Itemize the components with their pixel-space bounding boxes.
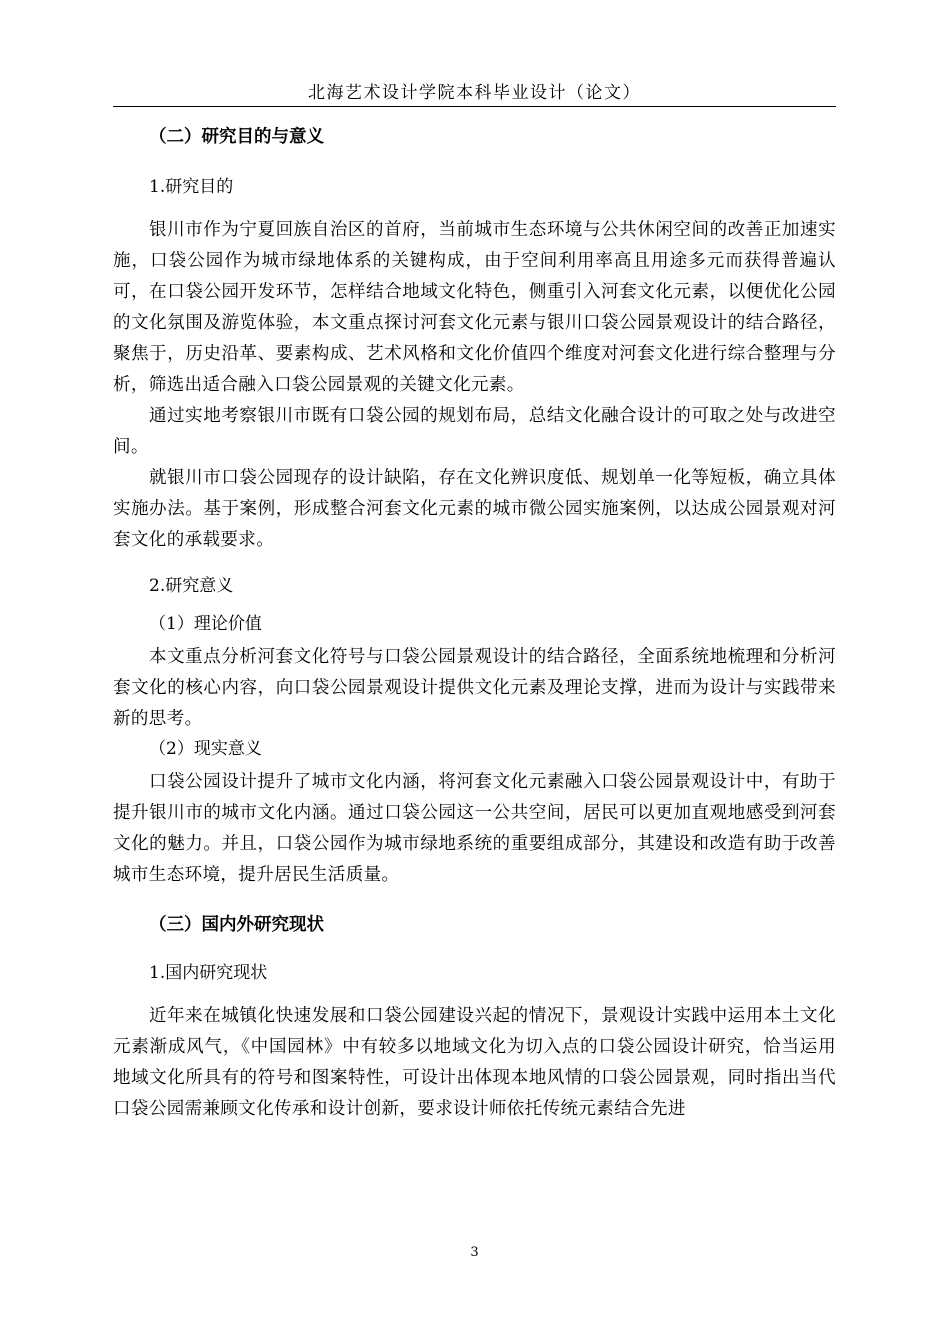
subheading-research-significance: 2.研究意义 xyxy=(149,576,234,596)
paragraph: 近年来在城镇化快速发展和口袋公园建设兴起的情况下，景观设计实践中运用本土文化元素渐成风气，《中国园林》中有较多以地域文化为切入点的口袋公园设计研究，恰当运用地域文化所具有的符号和图案特性，可设计出体现本地风情的口袋公园景观，同时指出当代口袋公园需兼顾文化传承和设计创新，要求设计师依托传统元素结合先进 xyxy=(113,1006,836,1119)
paragraph: 通过实地考察银川市既有口袋公园的规划布局，总结文化融合设计的可取之处与改进空间。 xyxy=(113,406,836,457)
paragraph: 银川市作为宁夏回族自治区的首府，当前城市生态环境与公共休闲空间的改善正加速实施，口袋公园作为城市绿地体系的关键构成，由于空间利用率高且用途多元而获得普遍认可，在口袋公园开发环节，怎样结合地域文化特色，侧重引入河套文化元素，以便优化公园的文化氛围及游览体验，本文重点探讨河套文化元素与银川口袋公园景观设计的结合路径，聚焦于，历史沿革、要素构成、艺术风格和文化价值四个维度对河套文化进行综合整理与分析，筛选出适合融入口袋公园景观的关键文化元素。 xyxy=(113,220,836,395)
paragraph: 口袋公园设计提升了城市文化内涵，将河套文化元素融入口袋公园景观设计中，有助于提升银川市的城市文化内涵。通过口袋公园这一公共空间，居民可以更加直观地感受到河套文化的魅力。并且，口袋公园作为城市绿地系统的重要组成部分，其建设和改造有助于改善城市生态环境，提升居民生活质量。 xyxy=(113,772,836,885)
item-heading-practical-significance: （2）现实意义 xyxy=(149,739,262,759)
paragraph: 本文重点分析河套文化符号与口袋公园景观设计的结合路径，全面系统地梳理和分析河套文化的核心内容，向口袋公园景观设计提供文化元素及理论支撑，进而为设计与实践带来新的思考。 xyxy=(113,647,836,729)
subheading-domestic-status: 1.国内研究现状 xyxy=(149,963,268,983)
section-heading-research-status: （三）国内外研究现状 xyxy=(149,915,324,935)
paragraph: 就银川市口袋公园现存的设计缺陷，存在文化辨识度低、规划单一化等短板，确立具体实施办法。基于案例，形成整合河套文化元素的城市微公园实施案例，以达成公园景观对河套文化的承载要求。 xyxy=(113,468,836,550)
document-body xyxy=(113,113,836,1125)
section-heading-research-purpose: （二）研究目的与意义 xyxy=(149,127,324,147)
running-header: 北海艺术设计学院本科毕业设计（论文） xyxy=(308,83,641,103)
item-heading-theory-value: （1）理论价值 xyxy=(149,614,262,634)
subheading-research-goal: 1.研究目的 xyxy=(149,177,234,197)
page-number: 3 xyxy=(470,1245,479,1260)
header-rule xyxy=(113,106,836,107)
